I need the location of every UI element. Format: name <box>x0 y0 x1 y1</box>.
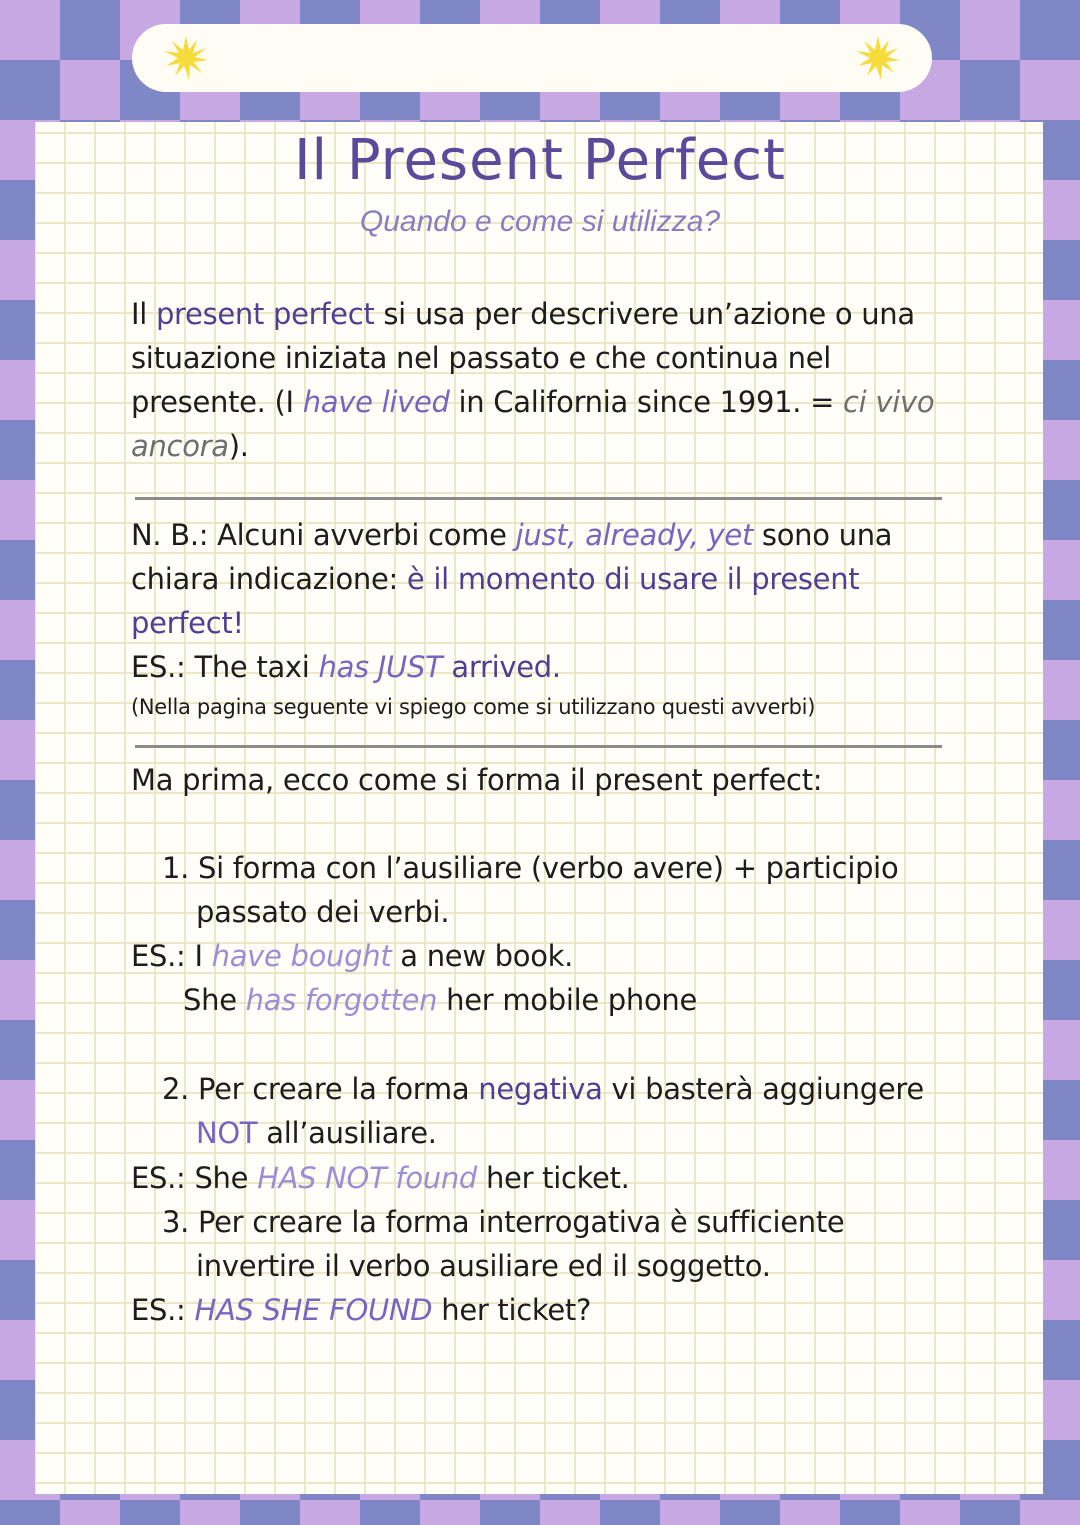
example-line: She has forgotten her mobile phone <box>183 983 698 1017</box>
list-item: 3. Per creare la forma interrogativa è sufficiente <box>162 1205 845 1239</box>
example-line: ES.: She HAS NOT found her ticket. <box>131 1161 630 1195</box>
text-line: Ma prima, ecco come si forma il present perfect: <box>131 763 823 797</box>
list-item: 2. Per creare la forma negativa vi basterà aggiungere <box>162 1072 924 1106</box>
text-line: ES.: The taxi has JUST arrived. <box>131 650 561 684</box>
text-line: ancora). <box>131 429 249 463</box>
text-line: presente. (I have lived in California since 1991. = ci vivo <box>131 385 935 419</box>
text-line: chiara indicazione: è il momento di usare il present <box>131 562 860 596</box>
text-line: N. B.: Alcuni avverbi come just, already, yet sono una <box>131 518 893 552</box>
example-line: ES.: I have bought a new book. <box>131 939 574 973</box>
list-item: invertire il verbo ausiliare ed il soggetto. <box>196 1249 771 1283</box>
divider <box>135 745 942 748</box>
header-banner <box>132 24 932 92</box>
star-icon <box>856 36 900 80</box>
page-subtitle: Quando e come si utilizza? <box>359 205 721 238</box>
text-line: situazione iniziata nel passato e che continua nel <box>131 341 832 375</box>
list-item: 1. Si forma con l’ausiliare (verbo avere) + participio <box>162 851 899 885</box>
note-text: (Nella pagina seguente vi spiego come si utilizzano questi avverbi) <box>131 695 816 719</box>
divider <box>135 497 942 500</box>
text-line: Il present perfect si usa per descrivere un’azione o una <box>131 297 915 331</box>
text-line: perfect! <box>131 606 244 640</box>
example-line: ES.: HAS SHE FOUND her ticket? <box>131 1293 592 1327</box>
list-item: passato dei verbi. <box>196 895 450 929</box>
star-icon <box>164 36 208 80</box>
list-item: NOT all’ausiliare. <box>196 1116 437 1150</box>
page-title: Il Present Perfect <box>294 128 786 193</box>
